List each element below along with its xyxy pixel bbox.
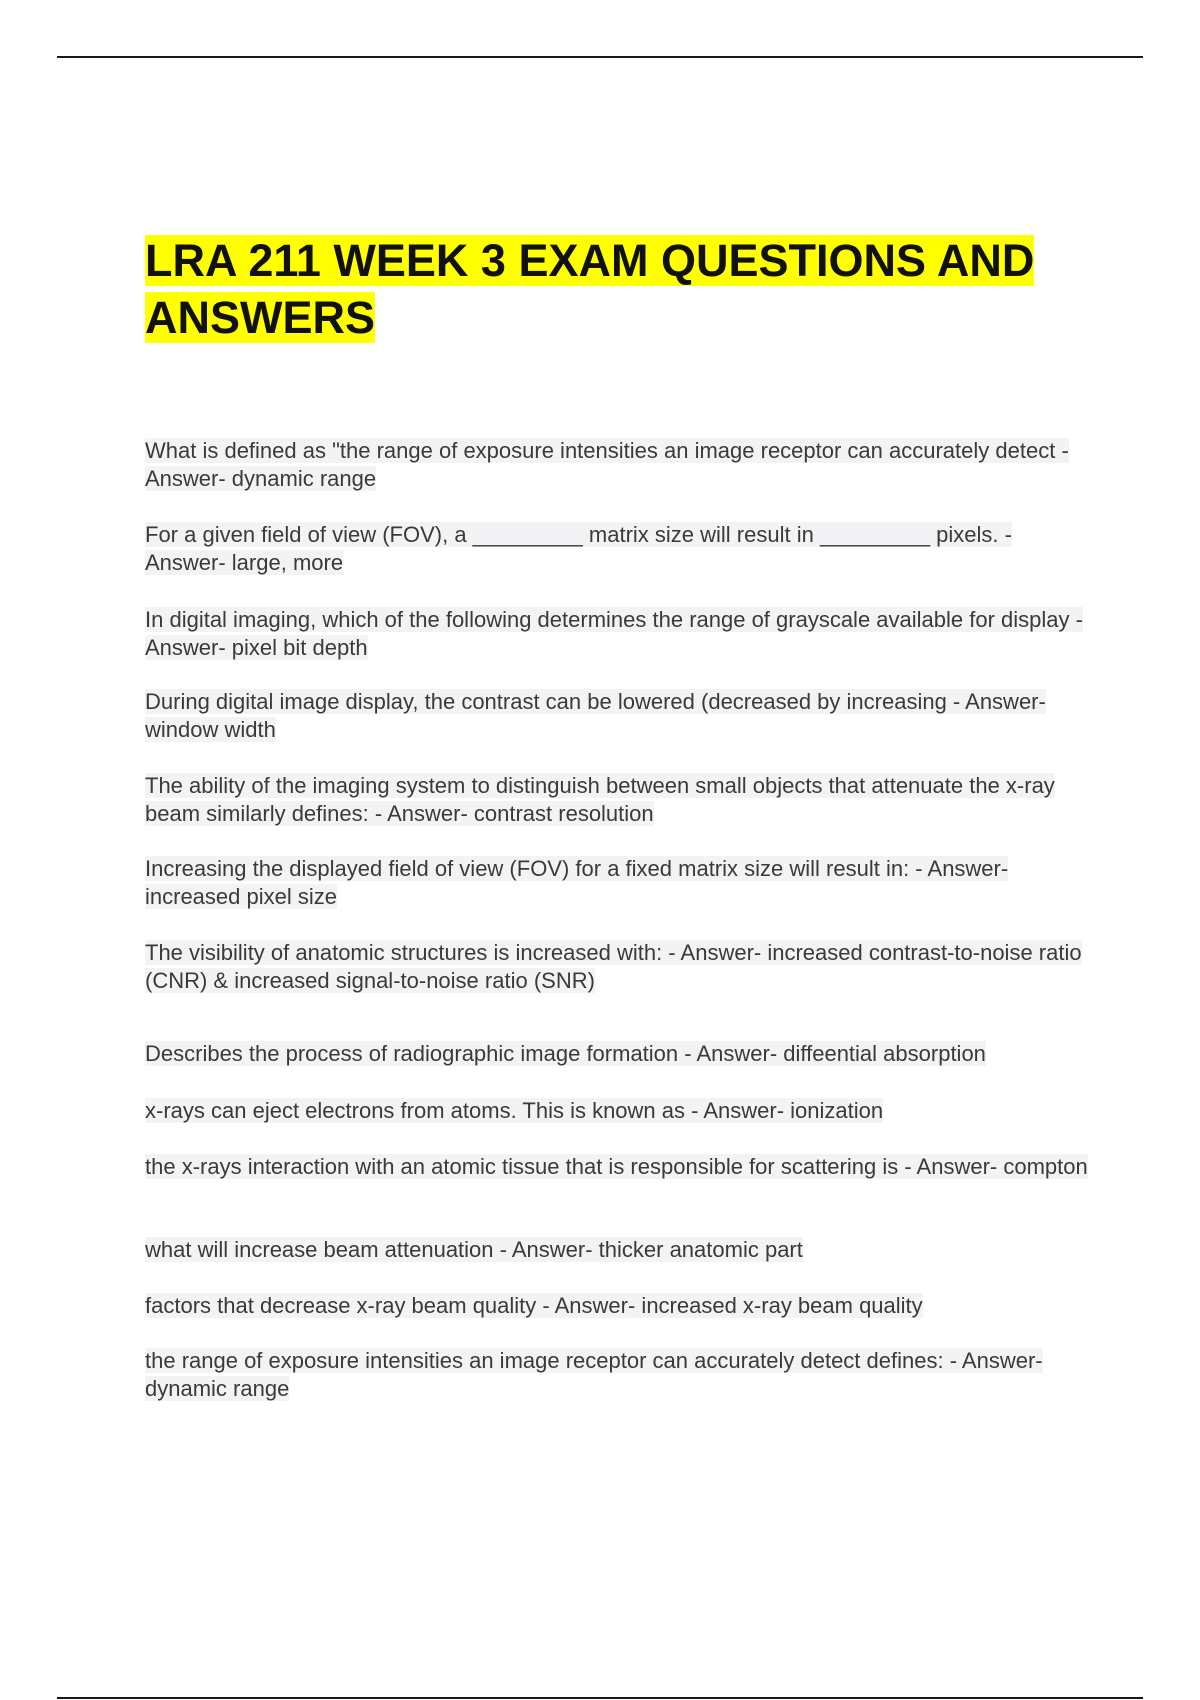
page-title — [145, 232, 1085, 346]
qa-item: The visibility of anatomic structures is increased with: - Answer- increased contrast-to-noise ratio (CNR) & increased signal-to-noise ratio (SNR) — [145, 940, 1082, 993]
qa-item: What is defined as "the range of exposure intensities an image receptor can accurately detect - Answer- dynamic range — [145, 438, 1069, 491]
qa-item: For a given field of view (FOV), a _________ matrix size will result in _________ pixels. - Answer- large, more — [145, 522, 1012, 575]
page-title-text: LRA 211 WEEK 3 EXAM QUESTIONS AND ANSWERS — [145, 235, 1035, 343]
qa-item: factors that decrease x-ray beam quality - Answer- increased x-ray beam quality — [145, 1293, 923, 1318]
qa-item: In digital imaging, which of the following determines the range of grayscale available for display - Answer- pixel bit depth — [145, 607, 1083, 660]
qa-item: Describes the process of radiographic image formation - Answer- diffeential absorption — [145, 1041, 986, 1066]
qa-item: the x-rays interaction with an atomic tissue that is responsible for scattering is - Answer- compton — [145, 1154, 1088, 1179]
bottom-rule — [57, 1697, 1143, 1699]
qa-item: The ability of the imaging system to distinguish between small objects that attenuate the x-ray beam similarly defines: - Answer- contrast resolution — [145, 773, 1055, 826]
qa-item: the range of exposure intensities an image receptor can accurately detect defines: - Answer- dynamic range — [145, 1348, 1043, 1401]
qa-item: what will increase beam attenuation - Answer- thicker anatomic part — [145, 1237, 803, 1262]
qa-item: Increasing the displayed field of view (FOV) for a fixed matrix size will result in: - Answer- increased pixel size — [145, 856, 1009, 909]
qa-item: x-rays can eject electrons from atoms. This is known as - Answer- ionization — [145, 1098, 884, 1123]
qa-item: During digital image display, the contrast can be lowered (decreased by increasing - Answer- window width — [145, 689, 1046, 742]
top-rule — [57, 56, 1143, 58]
